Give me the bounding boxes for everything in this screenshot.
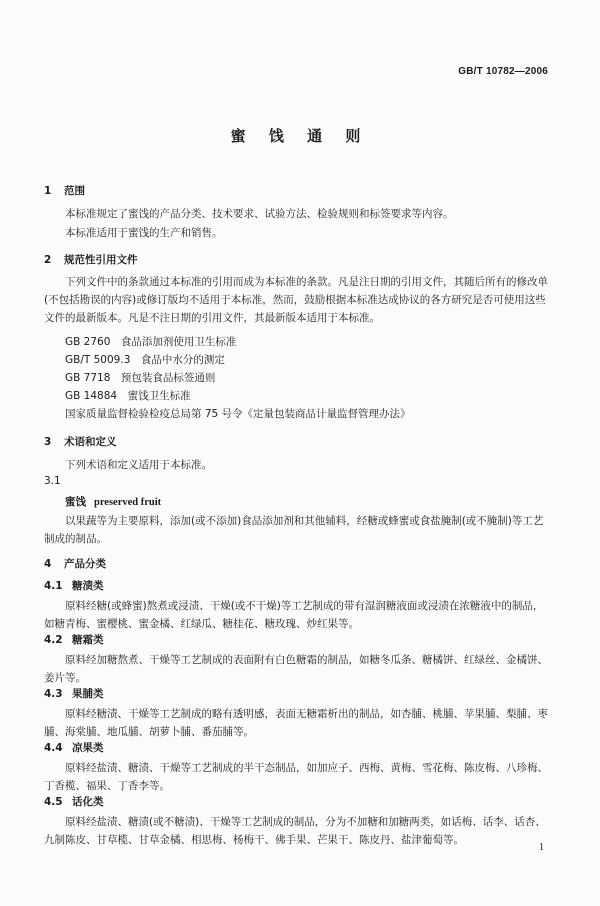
section-3-intro: 下列术语和定义适用于本标准。 bbox=[65, 459, 212, 471]
section-1-para-2: 本标准适用于蜜饯的生产和销售。 bbox=[65, 227, 223, 239]
reference-item: GB 14884 蜜饯卫生标准 bbox=[65, 390, 191, 402]
reference-item: GB 2760 食品添加剂使用卫生标准 bbox=[65, 336, 237, 348]
subsection-heading: 4.2 糖霜类 bbox=[44, 634, 104, 646]
reference-item: GB 7718 预包装食品标签通则 bbox=[65, 372, 216, 384]
subsection-text: 原料经糖渍、干燥等工艺制成的略有透明感，表面无糖霜析出的制品，如杏脯、桃脯、苹果脯、梨脯、枣脯、海棠脯、地瓜脯、胡萝卜脯、番茄脯等。 bbox=[44, 708, 548, 738]
subsection-heading: 4.4 凉果类 bbox=[44, 742, 104, 754]
section-3-heading: 3 术语和定义 bbox=[44, 436, 117, 448]
reference-item: 国家质量监督检验检疫总局第 75 号令《定量包装商品计量监督管理办法》 bbox=[65, 408, 411, 420]
section-2-intro: 下列文件中的条款通过本标准的引用而成为本标准的条款。凡是注日期的引用文件，其随后所有的修改单(不包括勘误的内容)或修订版均不适用于本标准，然而，鼓励根据本标准达成协议的各方研究是否可使用这些文件的最新版本。凡是不注日期的引用文件，其最新版本适用于本标准。 bbox=[44, 276, 548, 324]
term-heading: 蜜饯 preserved fruit bbox=[65, 496, 162, 508]
subsection-heading: 4.3 果脯类 bbox=[44, 688, 104, 700]
subsection-text: 原料经盐渍、糖渍(或不糖渍)、干燥等工艺制成的制品，分为不加糖和加糖两类，如话梅、话李、话杏、九制陈皮、甘草榄、甘草金橘、相思梅、杨梅干、佛手果、芒果干、陈皮丹、盐津葡萄等。 bbox=[44, 816, 546, 846]
subsection-text: 原料经加糖熬煮、干燥等工艺制成的表面附有白色糖霜的制品，如糖冬瓜条、糖橘饼、红绿丝、金橘饼、姜片等。 bbox=[44, 654, 548, 684]
subsection-text: 原料经盐渍、糖渍、干燥等工艺制成的半干态制品，如加应子、西梅、黄梅、雪花梅、陈皮梅、八珍梅、丁香榄、福果、丁香李等。 bbox=[44, 762, 548, 792]
section-2-heading: 2 规范性引用文件 bbox=[44, 254, 138, 266]
reference-item: GB/T 5009.3 食品中水分的测定 bbox=[65, 354, 225, 366]
page-title: 蜜 饯 通 则 bbox=[230, 127, 370, 145]
document-number: GB/T 10782—2006 bbox=[458, 66, 548, 77]
page-number: 1 bbox=[539, 842, 544, 853]
subsection-text: 原料经糖(或蜂蜜)熬煮或浸渍、干燥(或不干燥)等工艺制成的带有湿润糖液面或浸渍在浓糖液中的制品，如糖青梅、蜜樱桃、蜜金橘、红绿瓜、糖桂花、糖玫瑰、炒红果等。 bbox=[44, 600, 544, 630]
subsection-heading: 4.5 话化类 bbox=[44, 796, 104, 808]
section-1-heading: 1 范围 bbox=[44, 185, 85, 197]
section-4-heading: 4 产品分类 bbox=[44, 558, 106, 570]
section-1-para-1: 本标准规定了蜜饯的产品分类、技术要求、试验方法、检验规则和标签要求等内容。 bbox=[65, 208, 454, 220]
subsection-number: 3.1 bbox=[44, 475, 61, 487]
term-definition: 以果蔬等为主要原料，添加(或不添加)食品添加剂和其他辅料，经糖或蜂蜜或食盐腌制(或不腌制)等工艺制成的制品。 bbox=[44, 515, 544, 545]
subsection-heading: 4.1 糖渍类 bbox=[44, 580, 104, 592]
